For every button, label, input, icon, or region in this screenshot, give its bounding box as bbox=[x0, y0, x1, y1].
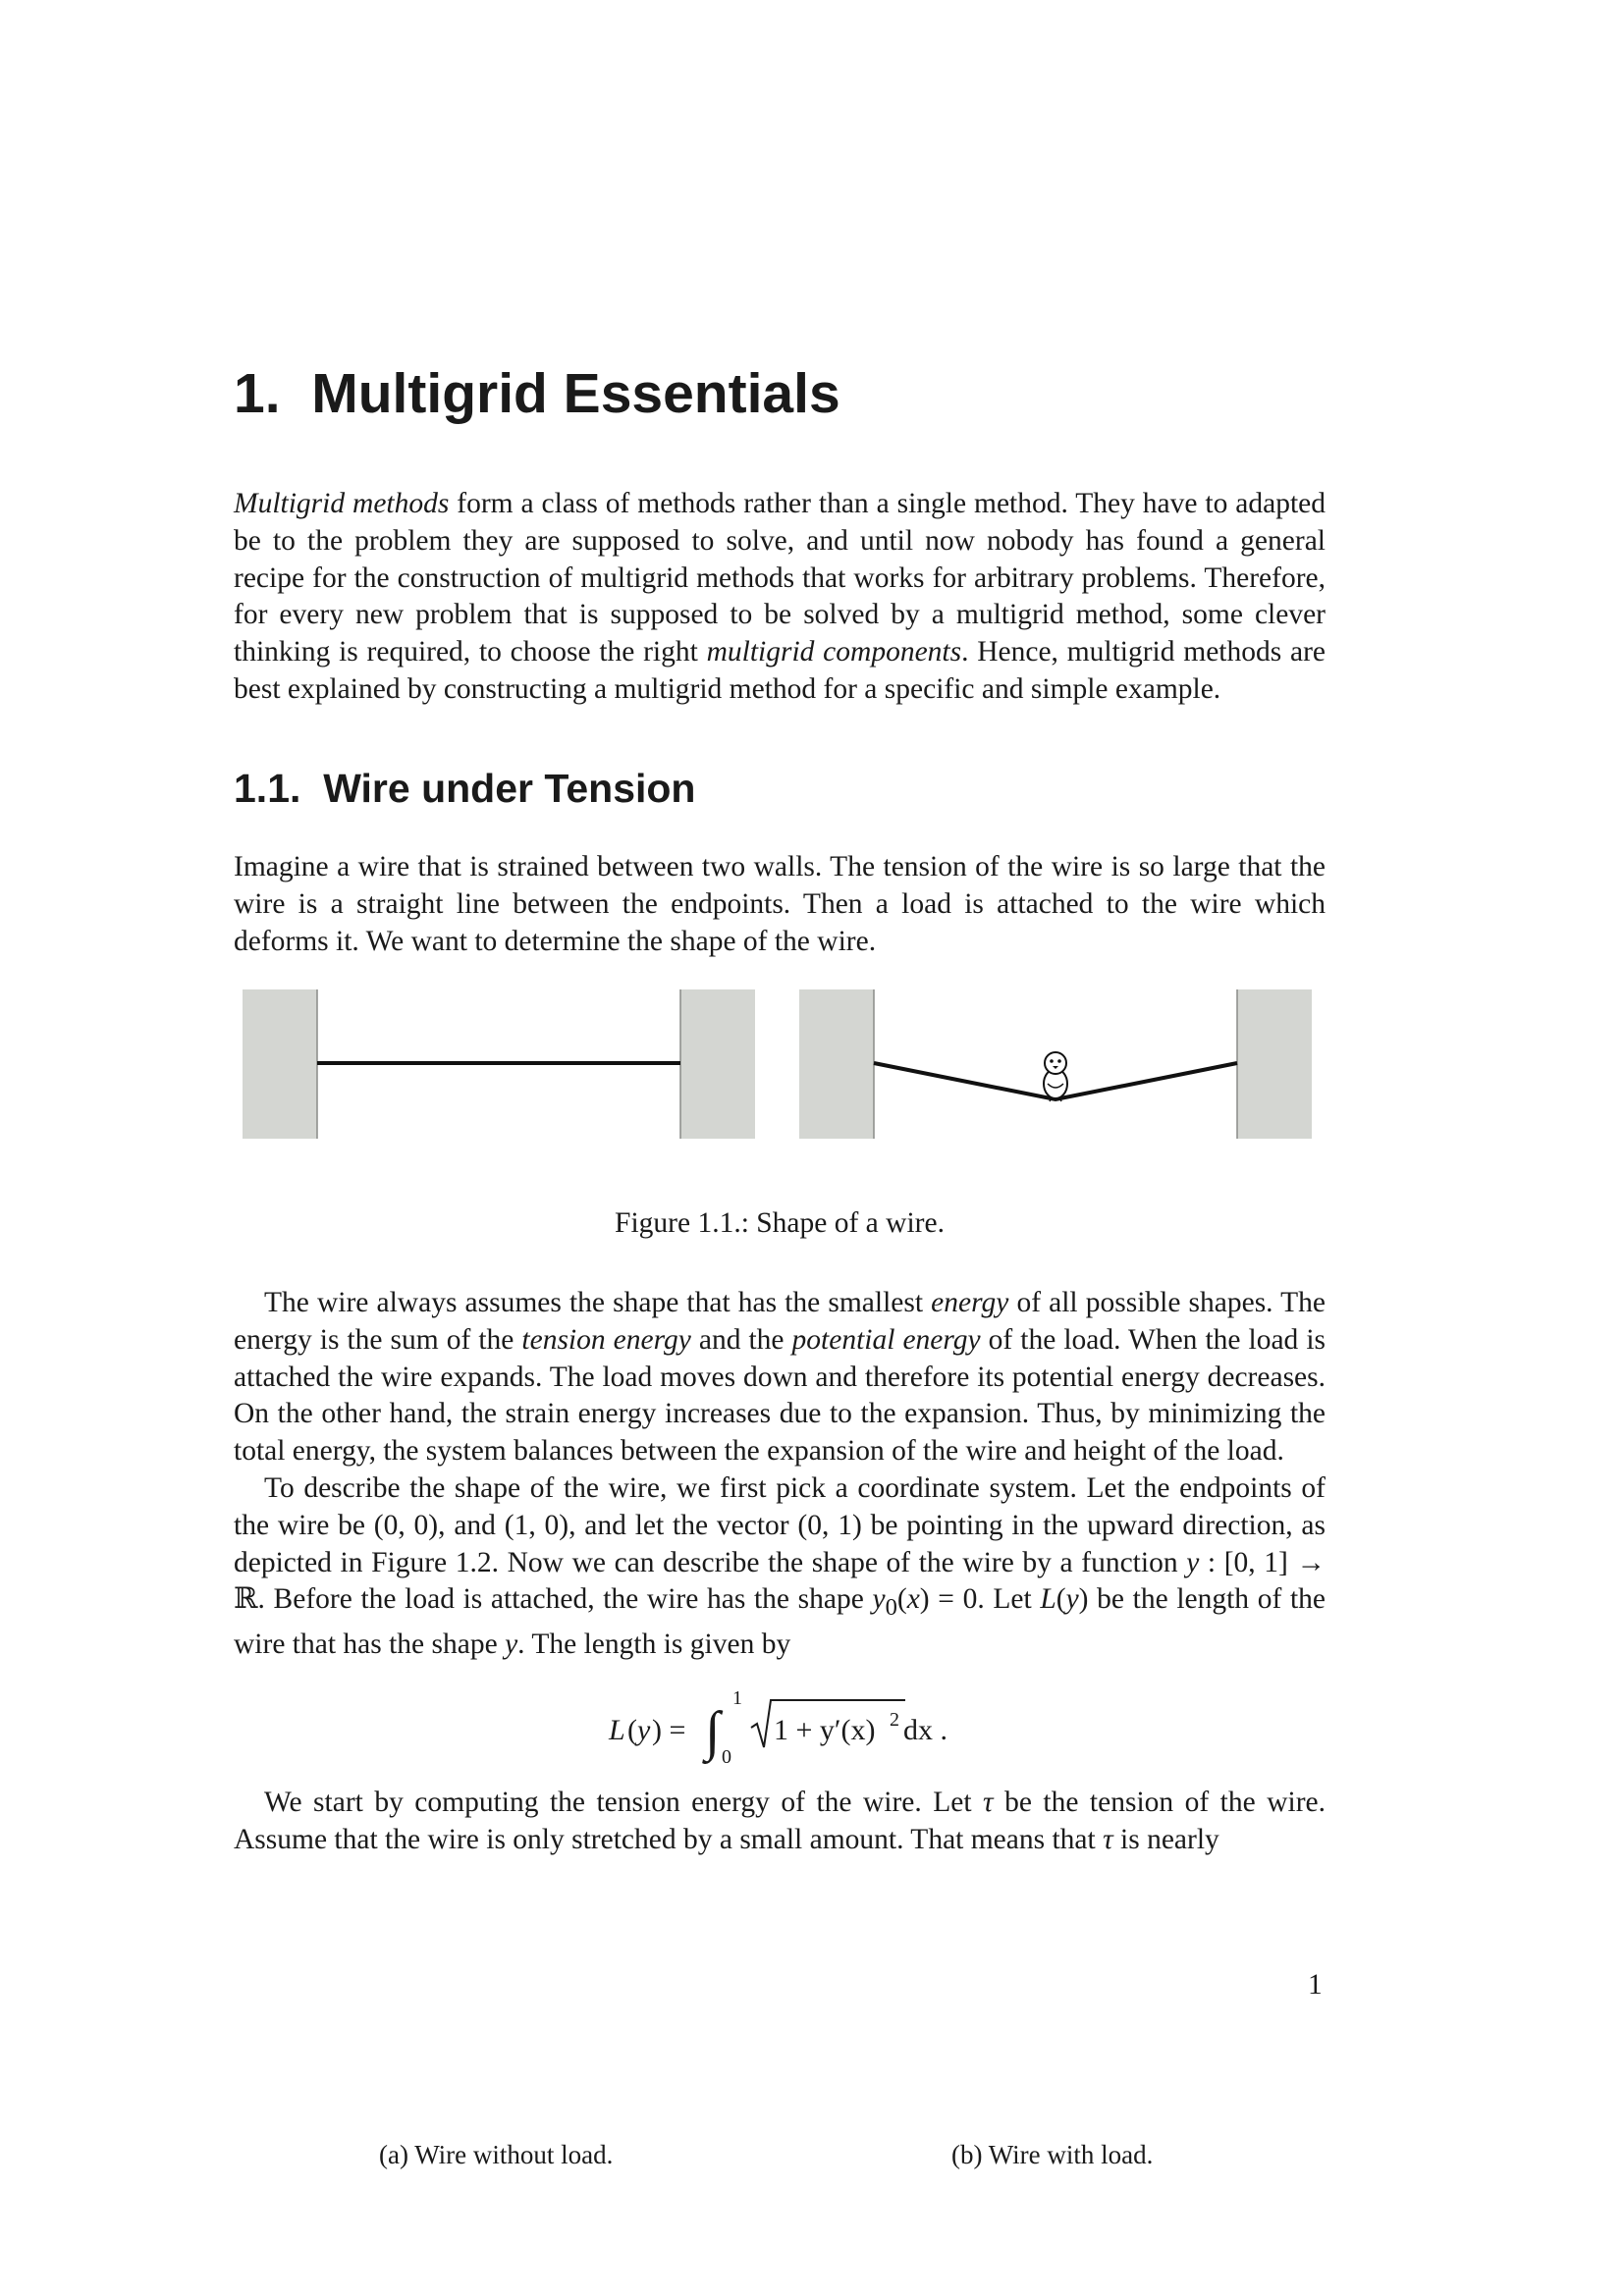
left-wall-b bbox=[799, 989, 874, 1139]
eq-lhs-y: y bbox=[637, 1714, 651, 1746]
var-y-2: y bbox=[1065, 1583, 1079, 1616]
section-intro-paragraph: Imagine a wire that is strained between two walls. The tension of the wire is so large that the wire is a straight line between the endpoints. Then a load is attached to the wire which deforms it. We want to determine the shape of the wire. bbox=[234, 851, 1326, 957]
subfigure-b-drawing bbox=[799, 989, 1312, 1139]
energy-text-3: and the bbox=[690, 1323, 792, 1356]
subcaption-b: (b) Wire with load. bbox=[951, 2140, 1154, 2169]
coordinates-paragraph bbox=[234, 1470, 1326, 1664]
eq-integral-sign: ∫ bbox=[705, 1701, 721, 1762]
right-wall-b bbox=[1237, 989, 1312, 1139]
intro-paragraph bbox=[234, 486, 1326, 709]
length-equation bbox=[234, 1688, 1326, 1767]
term-potential-energy: potential energy bbox=[791, 1323, 981, 1356]
energy-paragraph bbox=[234, 1285, 1326, 1470]
var-tau-2: τ bbox=[1103, 1823, 1113, 1855]
chapter-number: 1. bbox=[234, 362, 281, 425]
eq-upper-limit: 1 bbox=[732, 1688, 742, 1709]
coords-text-2: : [0, 1] → ℝ. Before the load is attached, the wire has the shape bbox=[234, 1546, 1326, 1616]
intro-text-1: form a class of methods rather than a single method. They have to adapted be to the problem they are supposed to solve, and until now nobody has found a general recipe for the construction of multigrid methods that works for arbitrary problems. Therefore, for every new problem that is supposed to be solved by a multigrid method, some clever thinking is required, to choose the right bbox=[234, 488, 1326, 668]
intro-text-2: . Hence, multigrid methods are best explained by constructing a multigrid method for a specific and simple example. bbox=[234, 636, 1326, 705]
var-x-1: x bbox=[906, 1583, 920, 1616]
term-multigrid-methods: Multigrid methods bbox=[234, 488, 450, 519]
tension-text-3: is nearly bbox=[1112, 1823, 1219, 1855]
var-tau-1: τ bbox=[983, 1787, 994, 1818]
bird-load-icon bbox=[1044, 1052, 1067, 1101]
figure-caption: Figure 1.1.: Shape of a wire. bbox=[615, 1207, 945, 1239]
term-tension-energy: tension energy bbox=[521, 1323, 691, 1356]
coords-text-4: ) = 0. Let bbox=[919, 1583, 1041, 1616]
energy-text-1: The wire always assumes the shape that has the smallest bbox=[264, 1287, 932, 1318]
left-wall-a bbox=[243, 989, 317, 1139]
eq-lhs-close: ) = bbox=[652, 1714, 686, 1746]
figure-drawing bbox=[243, 989, 1323, 1147]
var-y-3: y bbox=[505, 1629, 518, 1661]
subfigure-a-drawing bbox=[243, 989, 755, 1139]
coords-text-1: To describe the shape of the wire, we first pick a coordinate system. Let the endpoints of the wire be (0, 0), and (1, 0), and let the vector (0, 1) be pointing in the upward direction, as depicted in Figure 1.2. Now we can describe the shape of the wire by a function bbox=[234, 1472, 1326, 1578]
tension-text-2: be the tension of the wire. Assume that the wire is only stretched by a small amount. That means that bbox=[234, 1787, 1326, 1855]
tension-text-1: We start by computing the tension energy of the wire. Let bbox=[264, 1787, 984, 1818]
page-number: 1 bbox=[1308, 1969, 1323, 2001]
chapter-heading bbox=[234, 361, 840, 426]
subcaption-a: (a) Wire without load. bbox=[379, 2140, 614, 2169]
energy-text-4: of the load. When the load is attached the wire expands. The load moves down and therefore its potential energy decreases. On the other hand, the strain energy increases due to the expansion. Thus, by minimizing the total energy, the system balances between the expansion of the wire and height of the load. bbox=[234, 1323, 1326, 1468]
coords-text-3: ( bbox=[896, 1583, 907, 1616]
section-title: Wire under Tension bbox=[323, 766, 696, 811]
coords-text-7: . The length is given by bbox=[517, 1629, 791, 1661]
energy-text-2: of all possible shapes. The energy is the sum of the bbox=[234, 1287, 1326, 1356]
eq-lhs-L: L bbox=[609, 1714, 625, 1746]
var-L: L bbox=[1040, 1583, 1056, 1616]
tension-paragraph bbox=[234, 1785, 1326, 1859]
var-y-1: y bbox=[1186, 1546, 1200, 1578]
eq-differential: dx . bbox=[903, 1714, 947, 1746]
eq-radicand: 1 + y′(x) bbox=[774, 1714, 876, 1746]
equation-drawing bbox=[234, 1688, 1326, 1767]
chapter-title: Multigrid Essentials bbox=[311, 362, 840, 425]
term-multigrid-components: multigrid components bbox=[706, 636, 962, 668]
section-heading bbox=[234, 766, 695, 812]
var-y0-subscript: 0 bbox=[885, 1594, 897, 1622]
term-energy: energy bbox=[931, 1287, 1009, 1318]
section-number: 1.1. bbox=[234, 766, 301, 811]
eq-lhs-open: ( bbox=[627, 1714, 637, 1746]
coords-text-5: ( bbox=[1056, 1583, 1066, 1616]
var-y0: y bbox=[872, 1583, 886, 1616]
right-wall-a bbox=[680, 989, 755, 1139]
eq-exponent: 2 bbox=[890, 1709, 899, 1731]
coords-text-6: ) be the length of the wire that has the shape bbox=[234, 1583, 1326, 1661]
eq-lower-limit: 0 bbox=[722, 1746, 731, 1767]
